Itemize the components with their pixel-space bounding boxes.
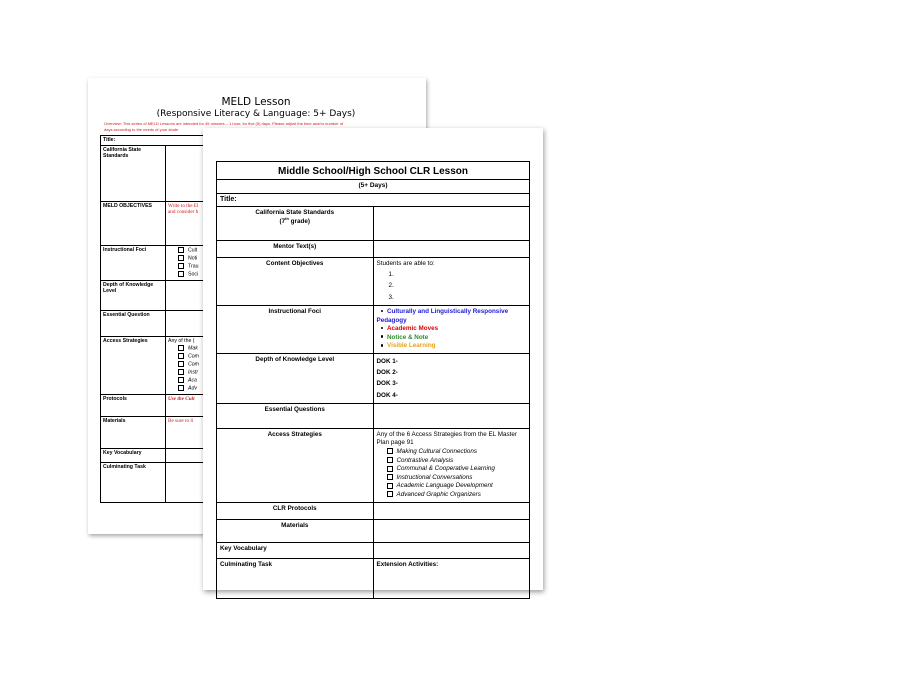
clr-row-title: Title:	[217, 194, 530, 207]
meld-row-materials: Materials	[101, 417, 166, 449]
access-item: Instructional Conversations	[377, 474, 527, 483]
access-item: Communal & Cooperative Learning	[377, 465, 527, 474]
clr-row-essential: Essential Questions	[217, 403, 374, 428]
meld-row-protocols: Protocols	[101, 395, 166, 417]
access-item: Making Cultural Connections	[377, 448, 527, 457]
clr-title: Middle School/High School CLR Lesson	[277, 166, 468, 177]
foci-item: Culturally and Linguistically Responsive Pedagogy	[376, 308, 509, 324]
meld-row-vocab: Key Vocabulary	[101, 449, 166, 463]
clr-row-vocab: Key Vocabulary	[217, 542, 374, 558]
meld-row-dok: Depth of Knowledge Level	[101, 280, 166, 310]
clr-lesson-page	[203, 128, 543, 590]
meld-row-culminating: Culminating Task	[101, 463, 166, 503]
clr-row-materials: Materials	[217, 519, 374, 542]
foci-item: Visible Learning	[377, 342, 527, 351]
clr-row-dok: Depth of Knowledge Level	[217, 354, 374, 404]
access-item: Advanced Graphic Organizers	[377, 491, 527, 500]
meld-row-question: Essential Question	[101, 310, 166, 336]
clr-row-content: Content Objectives	[217, 258, 374, 306]
foci-item: Academic Moves	[377, 325, 527, 334]
clr-row-protocols: CLR Protocols	[217, 502, 374, 519]
extension-activities: Extension Activities:	[373, 558, 530, 598]
access-item: Contrastive Analysis	[377, 457, 527, 466]
meld-title: MELD Lesson	[221, 96, 291, 108]
access-item: Academic Language Development	[377, 482, 527, 491]
clr-row-foci: Instructional Foci	[217, 306, 374, 354]
meld-row-title: Title:	[101, 136, 412, 146]
foci-item: Notice & Note	[377, 334, 527, 343]
clr-subtitle: (5+ Days)	[358, 182, 388, 189]
clr-row-standards: California State Standards (7th grade)	[217, 207, 374, 241]
clr-row-access: Access Strategies	[217, 428, 374, 502]
meld-overview: Overview: This series of MELD Lessons are intended for 45 minutes – 1 hour, for five (5) days. Please adjust the time and/or number of days according to the needs of your stude	[104, 121, 344, 132]
meld-row-access: Access Strategies	[101, 336, 166, 394]
meld-row-foci: Instructional Foci	[101, 246, 166, 281]
clr-row-mentor: Mentor Text(s)	[217, 241, 374, 258]
clr-row-culminating: Culminating Task	[217, 558, 374, 598]
meld-row-standards: California State Standards	[101, 146, 166, 202]
clr-table: Middle School/High School CLR Lesson (5+ Days) Title: California State Standards (7th grade) Mentor Text(s) Content Objectives Students are able to: 1. 2. 3. Instructional Foci Culturally and Linguistically Responsive Pedagogy Academic Moves Notice & Note Visible Learning Depth of Knowledge Level DOK 1- DOK 2- DOK 3- DOK 4- Essential Questions Access Strategies Any of the 6 Access Strategies from the EL Master Plan page 91 Making Cultural Connections Contrastive Analysis Communal & Cooperative Learning Instructional Conversations Academic Language Development Advanced Graphic Organizers CLR Protocols Materials Key Vocabulary Culminating Task Extension Activities:	[216, 161, 530, 599]
meld-table: Title: California State Standards MELD OBJECTIVES Write to the El and consider h Instructional Foci Cult Noti Trau Soci Depth of Knowledge Level Essential Question Access Strategies Any of the ( Mak Com Com Instr Aca Adv Protocols Use the Cult Materials Be sure to li Key Vocabulary Culminating Task	[100, 135, 412, 503]
meld-row-objectives: MELD OBJECTIVES	[101, 202, 166, 246]
meld-subtitle: (Responsive Literacy & Language: 5+ Days)	[156, 109, 356, 119]
